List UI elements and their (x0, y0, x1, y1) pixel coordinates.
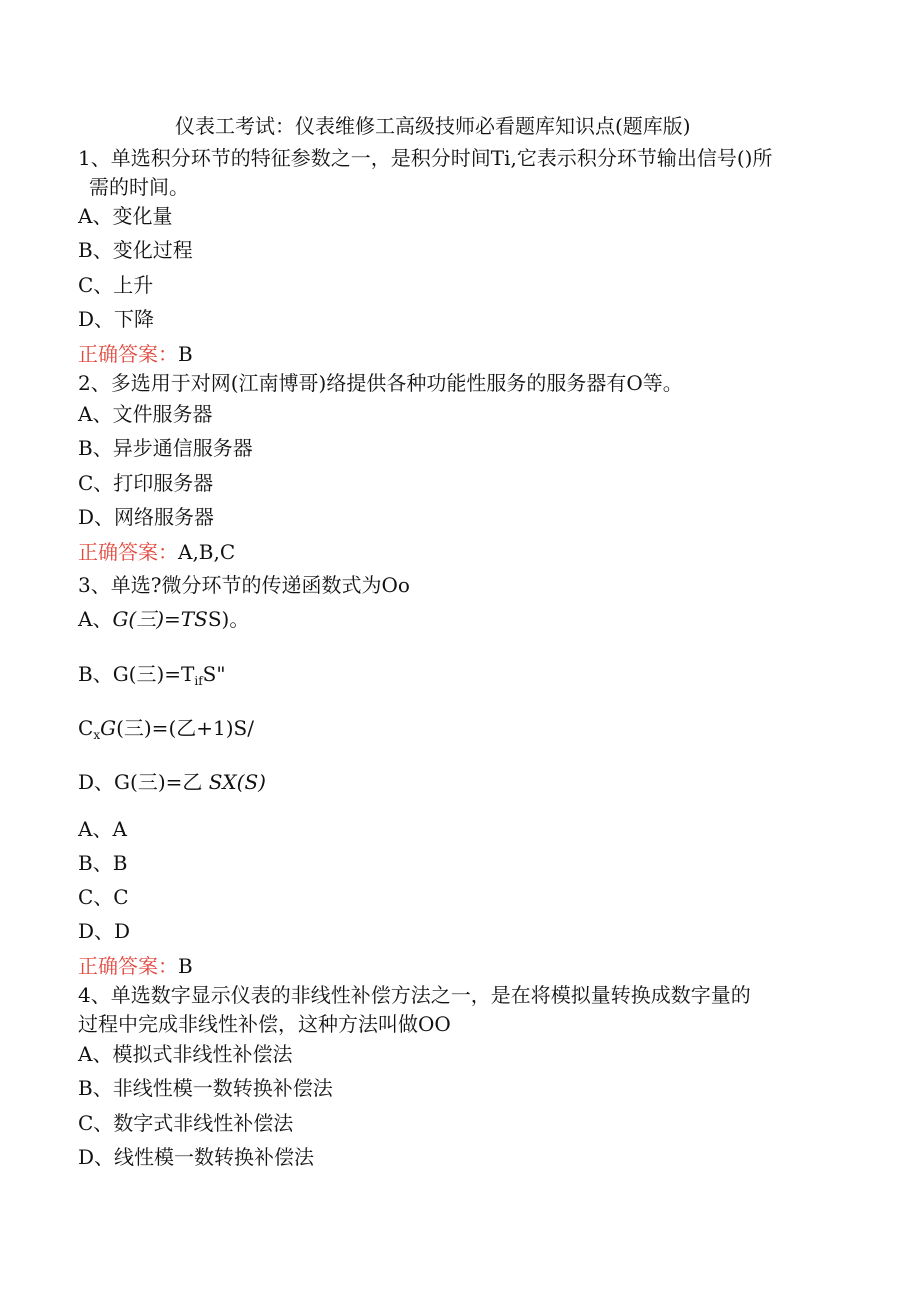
question-2-option-b: B、异步通信服务器 (78, 436, 253, 460)
formula-a-prefix: A、 (78, 607, 113, 631)
formula-b-prefix: B、G(三)=T (78, 662, 195, 686)
page-title: 仪表工考试：仪表维修工高级技师必看题库知识点(题库版) (175, 114, 691, 138)
question-1-answer (78, 341, 193, 367)
question-3-stem: 3、单选?微分环节的传递函数式为Oo (78, 573, 410, 597)
question-2-stem: 2、多选用于对网(江南博哥)络提供各种功能性服务的服务器有O等。 (78, 371, 683, 395)
question-3-option-a: A、A (78, 817, 127, 841)
answer-label: 正确答案： (78, 954, 178, 978)
question-3-option-c: C、C (78, 885, 129, 909)
formula-c-prefix: C (78, 716, 94, 740)
question-3-formula-c (78, 715, 254, 748)
question-3-formula-b (78, 661, 226, 694)
question-3-option-d: D、D (78, 919, 131, 943)
answer-label: 正确答案： (78, 540, 178, 564)
answer-value: B (178, 342, 193, 366)
question-3-formula-a (78, 606, 249, 632)
question-2-answer (78, 539, 235, 565)
question-4-option-b: B、非线性模一数转换补偿法 (78, 1076, 333, 1100)
formula-b-suffix: S" (202, 662, 226, 686)
question-1-option-d: D、下降 (78, 307, 155, 331)
question-4-stem: 4、单选数字显示仪表的非线性补偿方法之一，是在将模拟量转换成数字量的 (78, 983, 751, 1007)
question-3-option-b: B、B (78, 851, 128, 875)
question-1-option-b: B、变化过程 (78, 238, 193, 262)
formula-a-italic: G(三)=TS (112, 607, 208, 631)
question-2-option-a: A、文件服务器 (78, 402, 213, 426)
question-1-option-c: C、上升 (78, 273, 154, 297)
question-1-stem-continued: 需的时间。 (89, 175, 189, 199)
question-1-stem: 1、单选积分环节的特征参数之一，是积分时间Ti,它表示积分环节输出信号()所 (78, 146, 773, 170)
formula-b-subscript: if (194, 674, 203, 688)
formula-d-prefix: D、G(三)=乙 (78, 770, 209, 794)
question-3-answer (78, 953, 193, 979)
formula-c-suffix: (三)=(乙+1)S/ (116, 716, 254, 740)
question-1-option-a: A、变化量 (78, 204, 173, 228)
formula-c-subscript: x (93, 728, 101, 742)
answer-value: B (178, 954, 193, 978)
question-3-formula-d (78, 769, 266, 795)
question-4-option-d: D、线性模一数转换补偿法 (78, 1145, 315, 1169)
answer-label: 正确答案： (78, 342, 178, 366)
question-2-option-d: D、网络服务器 (78, 505, 215, 529)
formula-d-italic: SX(S) (208, 770, 266, 794)
question-4-stem-continued: 过程中完成非线性补偿，这种方法叫做OO (78, 1012, 451, 1036)
formula-a-suffix: S)。 (207, 607, 250, 631)
question-4-option-c: C、数字式非线性补偿法 (78, 1111, 294, 1135)
answer-value: A,B,C (178, 540, 236, 564)
question-2-option-c: C、打印服务器 (78, 471, 214, 495)
question-4-option-a: A、模拟式非线性补偿法 (78, 1042, 293, 1066)
formula-c-italic: G (100, 716, 117, 740)
